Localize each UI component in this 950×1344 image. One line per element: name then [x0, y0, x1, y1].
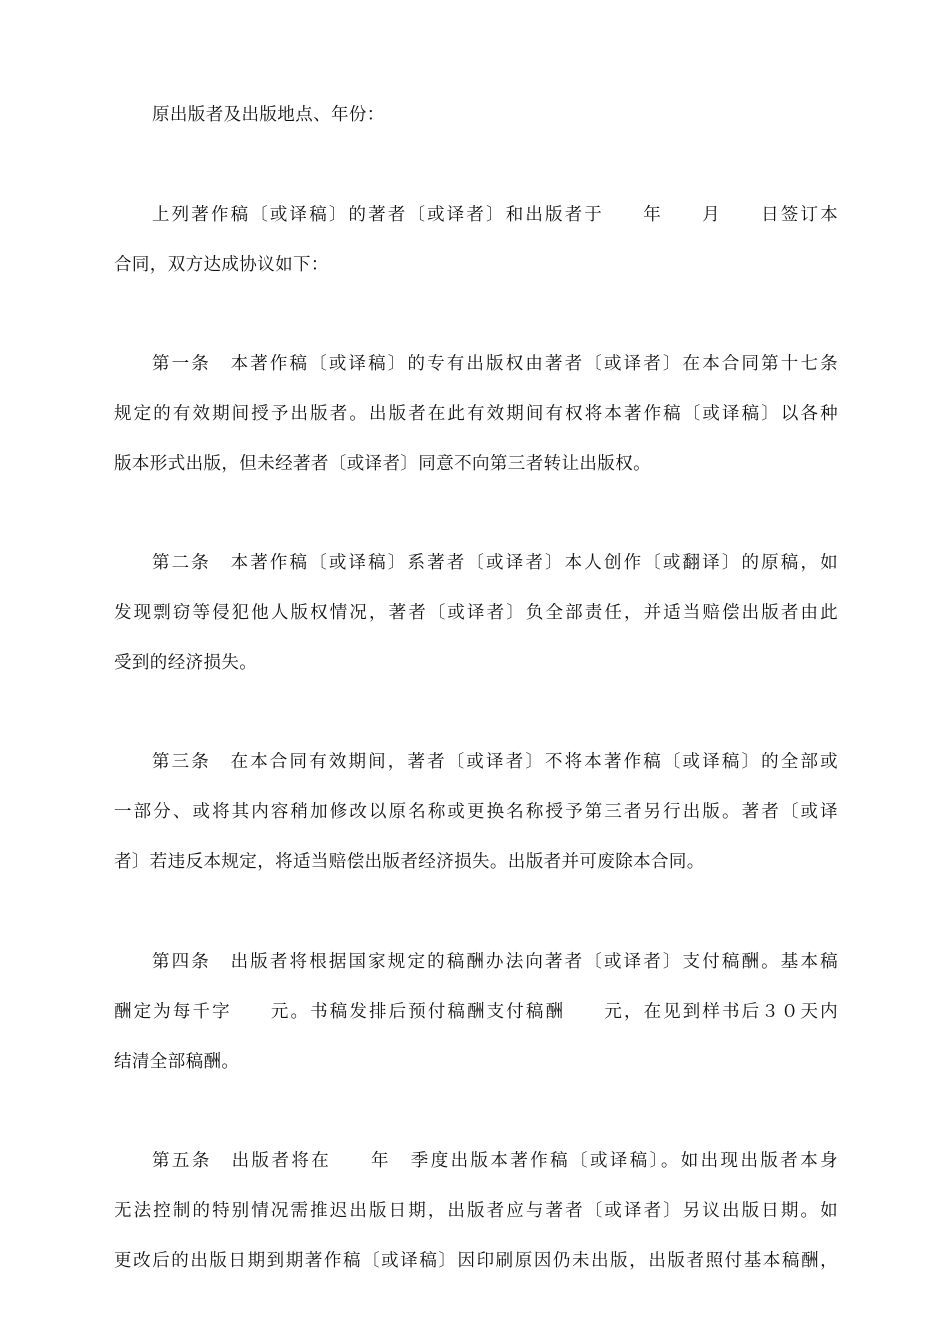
article-1-line-3: 版本形式出版，但未经著者〔或译者〕同意不向第三者转让出版权。 — [114, 454, 651, 474]
article-2-line-2: 发现剽窃等侵犯他人版权情况，著者〔或译者〕负全部责任，并适当赔偿出版者由此 — [114, 603, 838, 623]
article-5-line-2: 无法控制的特别情况需推迟出版日期，出版者应与著者〔或译者〕另议出版日期。如 — [114, 1201, 838, 1221]
article-5-line-3: 更改后的出版日期到期著作稿〔或译稿〕因印刷原因仍未出版，出版者照付基本稿酬， — [114, 1251, 838, 1271]
article-2-line-1: 第二条 本著作稿〔或译稿〕系著者〔或译者〕本人创作〔或翻译〕的原稿，如 — [152, 553, 838, 573]
preamble-line-1: 上列著作稿〔或译稿〕的著者〔或译者〕和出版者于 年 月 日签订本 — [152, 205, 838, 225]
preamble-line-2: 合同，双方达成协议如下： — [114, 255, 329, 275]
article-1-line-2: 规定的有效期间授予出版者。出版者在此有效期间有权将本著作稿〔或译稿〕以各种 — [114, 404, 838, 424]
article-3-line-1: 第三条 在本合同有效期间，著者〔或译者〕不将本著作稿〔或译稿〕的全部或 — [152, 752, 838, 772]
article-3-line-3: 者〕若违反本规定，将适当赔偿出版者经济损失。出版者并可废除本合同。 — [114, 852, 705, 872]
article-4-line-3: 结清全部稿酬。 — [114, 1052, 240, 1072]
article-3-line-2: 一部分、或将其内容稍加修改以原名称或更换名称授予第三者另行出版。著者〔或译 — [114, 802, 838, 822]
article-4-line-1: 第四条 出版者将根据国家规定的稿酬办法向著者〔或译者〕支付稿酬。基本稿 — [152, 952, 838, 972]
original-publisher-line: 原出版者及出版地点、年份： — [152, 105, 385, 125]
article-2-line-3: 受到的经济损失。 — [114, 653, 258, 673]
article-5-line-1: 第五条 出版者将在 年 季度出版本著作稿〔或译稿〕。如出现出版者本身 — [152, 1151, 838, 1171]
article-1-line-1: 第一条 本著作稿〔或译稿〕的专有出版权由著者〔或译者〕在本合同第十七条 — [152, 354, 838, 374]
article-4-line-2: 酬定为每千字 元。书稿发排后预付稿酬支付稿酬 元，在见到样书后３０天内 — [114, 1002, 838, 1022]
